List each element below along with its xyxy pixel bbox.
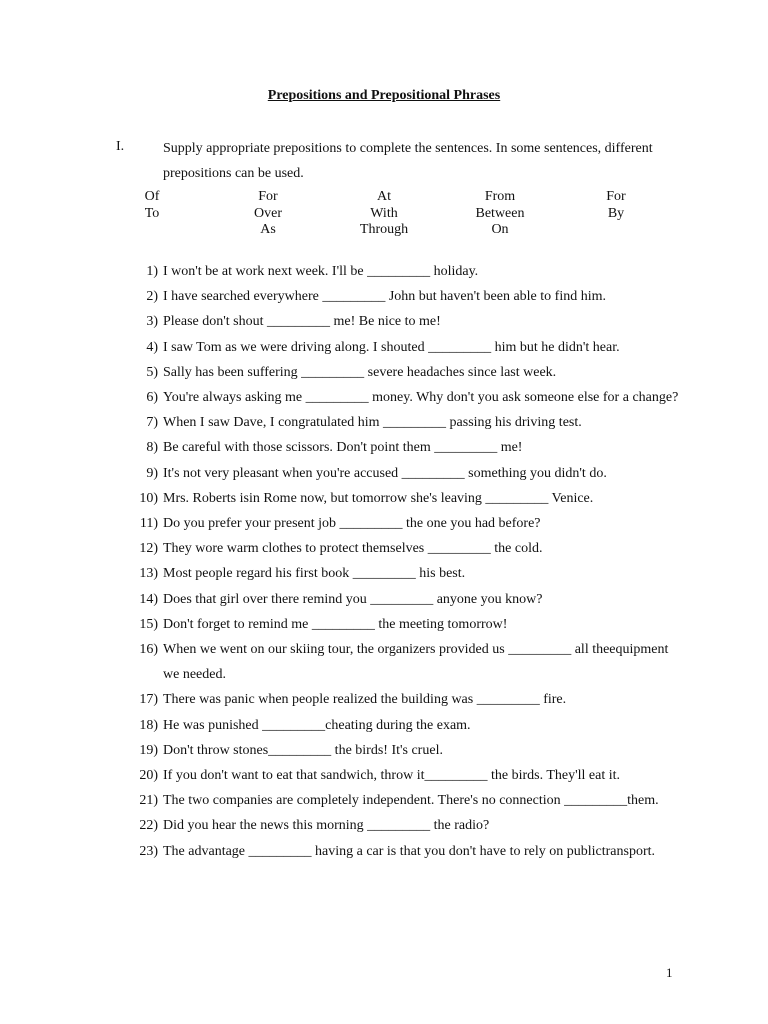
word-bank-word: Over [254, 205, 282, 221]
question-number: 12) [139, 541, 158, 557]
question-item [0, 839, 768, 864]
question-number: 8) [146, 440, 158, 456]
question-item [0, 687, 768, 712]
question-number: 2) [146, 289, 158, 305]
question-item [0, 536, 768, 561]
word-bank-word: On [491, 222, 509, 237]
word-bank-word: By [607, 205, 625, 221]
page-title: Prepositions and Prepositional Phrases [267, 88, 501, 103]
question-number: 1) [146, 264, 158, 279]
question-item [0, 410, 768, 435]
question-text: The advantage _________ having a car is that you don't have to rely on publictransport. [163, 843, 656, 859]
question-text: Don't throw stones_________ the birds! It's cruel. [163, 742, 443, 758]
question-number: 18) [139, 717, 158, 733]
question-item [0, 788, 768, 813]
question-number: 23) [139, 843, 158, 859]
word-bank-word: For [606, 189, 626, 204]
question-text: Most people regard his first book _________ his best. [163, 566, 466, 582]
question-text: Be careful with those scissors. Don't point them _________ me! [163, 440, 523, 456]
question-number: 11) [139, 516, 158, 532]
question-item [0, 486, 768, 511]
question-text: The two companies are completely independent. There's no connection _________them. [163, 793, 659, 809]
question-text: I saw Tom as we were driving along. I shouted _________ him but he didn't hear. [163, 339, 620, 355]
question-number: 9) [146, 465, 158, 481]
question-number: 22) [139, 818, 158, 834]
word-bank-word: As [260, 222, 276, 237]
question-number: 19) [139, 742, 158, 758]
question-item [0, 284, 768, 309]
word-bank-word: To [144, 205, 160, 221]
question-item [0, 435, 768, 460]
question-number: 14) [139, 591, 158, 607]
question-item [0, 385, 768, 410]
question-text: I won't be at work next week. I'll be _________ holiday. [163, 264, 479, 279]
question-number: 4) [146, 339, 158, 355]
question-text: There was panic when people realized the building was _________ fire. [163, 692, 567, 708]
question-item [0, 360, 768, 385]
question-text: When I saw Dave, I congratulated him _________ passing his driving test. [163, 415, 582, 431]
question-text: Does that girl over there remind you _________ anyone you know? [163, 591, 543, 607]
question-item [0, 309, 768, 334]
question-text: I have searched everywhere _________ John but haven't been able to find him. [163, 289, 606, 305]
question-number: 17) [139, 692, 158, 708]
word-bank-word: Of [144, 189, 160, 204]
question-item [0, 612, 768, 637]
question-text: Do you prefer your present job _________ the one you had before? [163, 516, 541, 532]
word-bank-word: At [377, 189, 391, 204]
question-item [0, 813, 768, 838]
question-number: 10) [139, 490, 158, 506]
question-text: Please don't shout _________ me! Be nice to me! [163, 314, 441, 330]
question-text: They wore warm clothes to protect themselves _________ the cold. [163, 541, 543, 557]
question-number: 15) [139, 616, 158, 632]
question-text: When we went on our skiing tour, the organizers provided us _________ all theequipment we needed. [163, 642, 669, 683]
page-number: 1 [666, 965, 673, 980]
word-bank-word: For [258, 189, 278, 204]
question-number: 5) [146, 364, 158, 380]
section-number: I. [116, 139, 125, 154]
question-number: 7) [146, 415, 158, 431]
question-list [0, 259, 768, 864]
question-text: Don't forget to remind me _________ the meeting tomorrow! [163, 616, 508, 632]
question-item [0, 637, 768, 687]
question-number: 6) [146, 390, 158, 406]
question-item [0, 587, 768, 612]
question-number: 21) [139, 793, 158, 809]
question-number: 13) [139, 566, 158, 582]
question-text: If you don't want to eat that sandwich, throw it_________ the birds. They'll eat it. [163, 768, 620, 784]
question-text: It's not very pleasant when you're accused _________ something you didn't do. [163, 465, 607, 481]
question-text: You're always asking me _________ money. Why don't you ask someone else for a change? [163, 390, 679, 406]
question-text: He was punished _________cheating during the exam. [163, 717, 471, 733]
word-bank [0, 189, 768, 241]
question-item [0, 713, 768, 738]
question-text: Did you hear the news this morning _________ the radio? [163, 818, 490, 834]
question-text: Mrs. Roberts isin Rome now, but tomorrow she's leaving _________ Venice. [163, 490, 594, 506]
question-number: 3) [146, 314, 158, 330]
question-item [0, 763, 768, 788]
question-item [0, 259, 768, 284]
section-instruction: Supply appropriate prepositions to complete the sentences. In some sentences, different prepositions can be used. [163, 141, 653, 181]
word-bank-word: From [484, 189, 516, 204]
word-bank-word: Through [359, 222, 409, 237]
question-item [0, 335, 768, 360]
word-bank-word: With [370, 205, 398, 221]
question-text: Sally has been suffering _________ severe headaches since last week. [163, 364, 557, 380]
word-bank-word: Between [475, 205, 525, 221]
question-item [0, 461, 768, 486]
question-number: 20) [139, 768, 158, 784]
question-number: 16) [139, 642, 158, 658]
question-item [0, 511, 768, 536]
question-item [0, 561, 768, 586]
question-item [0, 738, 768, 763]
